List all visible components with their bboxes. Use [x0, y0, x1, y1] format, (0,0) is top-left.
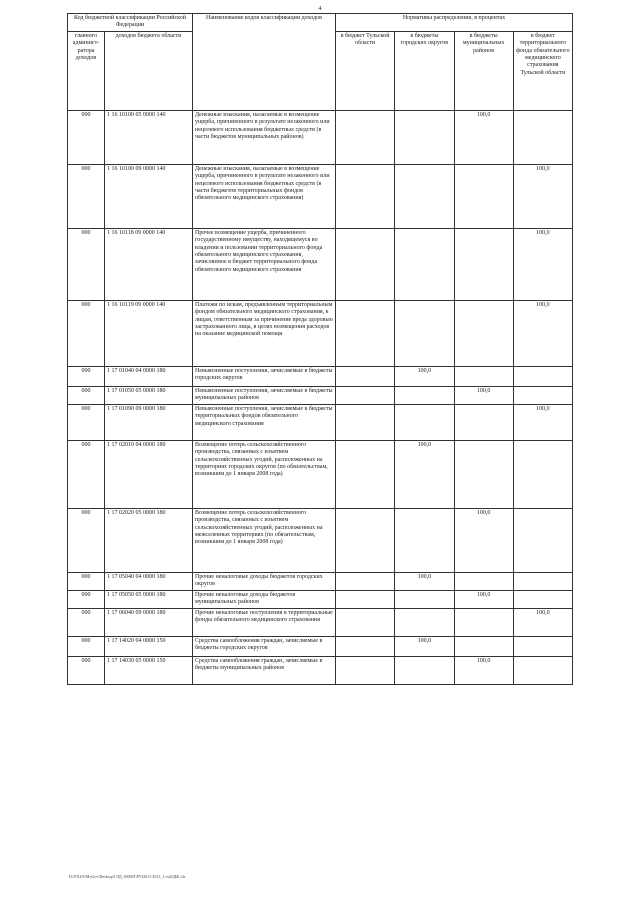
table-row: [68, 636, 573, 656]
cell-code: 1 17 05050 05 0000 180: [105, 590, 193, 608]
cell-city: [395, 608, 454, 636]
cell-name: Денежные взыскания, налагаемые в возмещение ущерба, причиненного в результате незаконного или нецелевого использования бюджетных средств (в части бюджетов муниципальных районов): [193, 110, 336, 164]
cell-district: 100,0: [454, 508, 513, 572]
page-number: 4: [318, 6, 322, 12]
cell-name: Денежные взыскания, налагаемые в возмещение ущерба, причиненного в результате незаконного или нецелевого использования бюджетных средств (в части бюджетов территориальных фондов обязательного медицинского страхования): [193, 164, 336, 228]
cell-fund: [513, 110, 572, 164]
cell-admin: 000: [68, 164, 105, 228]
cell-region: [336, 366, 395, 386]
cell-city: [395, 404, 454, 440]
cell-fund: [513, 572, 572, 590]
cell-name: Средства самообложения граждан, зачисляемые в бюджеты городских округов: [193, 636, 336, 656]
cell-code: 1 17 05040 04 0000 180: [105, 572, 193, 590]
cell-region: [336, 440, 395, 508]
cell-admin: 000: [68, 404, 105, 440]
cell-name: Средства самообложения граждан, зачисляемые в бюджеты муниципальных районов: [193, 656, 336, 684]
cell-region: [336, 608, 395, 636]
cell-district: [454, 440, 513, 508]
footer-file-path: D:\FILES\MyGov\Desktop\СЭД_000001\PYI2011-2013_1.vsd/ДБК.xls: [69, 874, 186, 879]
cell-district: [454, 300, 513, 366]
header-fund: в бюджет территориального фонда обязательного медицинского страхования Тульской области: [513, 31, 572, 110]
header-admin: главного админист-ратора доходов: [68, 31, 105, 110]
header-city: в бюджеты городских округов: [395, 31, 454, 110]
cell-code: 1 17 01040 04 0000 180: [105, 366, 193, 386]
table-row: [68, 608, 573, 636]
cell-admin: 000: [68, 656, 105, 684]
cell-district: [454, 572, 513, 590]
table-row: [68, 164, 573, 228]
cell-code: 1 16 10118 09 0000 140: [105, 228, 193, 300]
cell-city: [395, 590, 454, 608]
cell-admin: 000: [68, 508, 105, 572]
table-row: [68, 656, 573, 684]
cell-admin: 000: [68, 300, 105, 366]
cell-city: [395, 300, 454, 366]
cell-fund: 100,0: [513, 300, 572, 366]
cell-code: 1 17 02020 05 0000 180: [105, 508, 193, 572]
cell-city: [395, 228, 454, 300]
cell-region: [336, 656, 395, 684]
cell-code: 1 17 02010 04 0000 180: [105, 440, 193, 508]
cell-code: 1 17 14030 05 0000 150: [105, 656, 193, 684]
table-row: [68, 366, 573, 386]
table-row: [68, 300, 573, 366]
cell-name: Невыясненные поступления, зачисляемые в бюджеты городских округов: [193, 366, 336, 386]
cell-district: 100,0: [454, 590, 513, 608]
cell-fund: 100,0: [513, 608, 572, 636]
cell-district: [454, 636, 513, 656]
cell-admin: 000: [68, 608, 105, 636]
header-district: в бюджеты муниципальных районов: [454, 31, 513, 110]
cell-code: 1 16 10100 09 0000 140: [105, 164, 193, 228]
cell-district: [454, 366, 513, 386]
cell-name: Платежи по искам, предъявленным территориальным фондом обязательного медицинского страхования, к лицам, ответственным за причинение вреда здоровью застрахованного лица, в целях возмещения расходов на оказание медицинской помощи: [193, 300, 336, 366]
cell-fund: [513, 508, 572, 572]
cell-admin: 000: [68, 110, 105, 164]
cell-fund: [513, 366, 572, 386]
cell-name: Невыясненные поступления, зачисляемые в бюджеты территориальных фондов обязательного медицинского страхования: [193, 404, 336, 440]
cell-region: [336, 590, 395, 608]
cell-fund: [513, 590, 572, 608]
table-row: [68, 404, 573, 440]
cell-fund: [513, 440, 572, 508]
header-norms: Нормативы распределения, в процентах: [336, 14, 573, 32]
cell-name: Прочее возмещение ущерба, причиненного государственному имуществу, находящемуся во владении и пользовании территориального фонда обязательного медицинского страхования, зачисляемое в бюджет территориального фонда обязательного медицинского страхования: [193, 228, 336, 300]
cell-code: 1 16 10100 05 0000 140: [105, 110, 193, 164]
cell-district: [454, 608, 513, 636]
cell-city: 100,0: [395, 572, 454, 590]
cell-region: [336, 404, 395, 440]
header-code: доходов бюджета области: [105, 31, 193, 110]
cell-city: [395, 508, 454, 572]
cell-district: [454, 404, 513, 440]
cell-name: Невыясненные поступления, зачисляемые в бюджеты муниципальных районов: [193, 386, 336, 404]
cell-code: 1 17 06040 09 0000 180: [105, 608, 193, 636]
cell-name: Возмещение потерь сельскохозяйственного производства, связанных с изъятием сельскохозяйственных угодий, расположенных на территориях городских округов (по обязательствам, возникшим до 1 января 2008 года): [193, 440, 336, 508]
cell-fund: 100,0: [513, 228, 572, 300]
table-row: [68, 440, 573, 508]
cell-name: Прочие неналоговые доходы бюджетов муниципальных районов: [193, 590, 336, 608]
cell-city: [395, 110, 454, 164]
cell-admin: 000: [68, 228, 105, 300]
cell-city: [395, 164, 454, 228]
cell-fund: 100,0: [513, 164, 572, 228]
cell-city: 100,0: [395, 366, 454, 386]
table-row: [68, 386, 573, 404]
cell-code: 1 17 14020 04 0000 150: [105, 636, 193, 656]
cell-district: 100,0: [454, 110, 513, 164]
cell-district: 100,0: [454, 386, 513, 404]
cell-admin: 000: [68, 572, 105, 590]
cell-name: Прочие неналоговые поступления в территориальные фонды обязательного медицинского страхования: [193, 608, 336, 636]
distribution-norms-table: [67, 13, 573, 685]
cell-region: [336, 572, 395, 590]
header-name: Наименование кодов классификации доходов: [193, 14, 336, 111]
cell-region: [336, 300, 395, 366]
cell-city: [395, 656, 454, 684]
cell-district: 100,0: [454, 656, 513, 684]
cell-admin: 000: [68, 636, 105, 656]
cell-admin: 000: [68, 366, 105, 386]
cell-fund: [513, 656, 572, 684]
cell-district: [454, 164, 513, 228]
table-row: [68, 572, 573, 590]
table-row: [68, 110, 573, 164]
cell-name: Возмещение потерь сельскохозяйственного производства, связанных с изъятием сельскохозяйственных угодий, расположенных на межселенных территориях (по обязательствам, возникшим до 1 января 2008 года): [193, 508, 336, 572]
cell-region: [336, 110, 395, 164]
cell-code: 1 17 01090 09 0000 180: [105, 404, 193, 440]
cell-fund: [513, 636, 572, 656]
cell-region: [336, 636, 395, 656]
cell-fund: [513, 386, 572, 404]
cell-city: 100,0: [395, 440, 454, 508]
cell-region: [336, 164, 395, 228]
cell-region: [336, 508, 395, 572]
cell-fund: 100,0: [513, 404, 572, 440]
table-row: [68, 590, 573, 608]
cell-code: 1 16 10119 09 0000 140: [105, 300, 193, 366]
header-classification: Код бюджетной классификации Российской Федерации: [68, 14, 193, 32]
cell-region: [336, 228, 395, 300]
cell-district: [454, 228, 513, 300]
cell-name: Прочие неналоговые доходы бюджетов городских округов: [193, 572, 336, 590]
cell-city: 100,0: [395, 636, 454, 656]
table-row: [68, 508, 573, 572]
cell-admin: 000: [68, 590, 105, 608]
table-body: [68, 110, 573, 684]
table-row: [68, 228, 573, 300]
header-region: в бюджет Тульской области: [336, 31, 395, 110]
cell-admin: 000: [68, 386, 105, 404]
cell-region: [336, 386, 395, 404]
cell-code: 1 17 01050 05 0000 180: [105, 386, 193, 404]
cell-admin: 000: [68, 440, 105, 508]
cell-city: [395, 386, 454, 404]
